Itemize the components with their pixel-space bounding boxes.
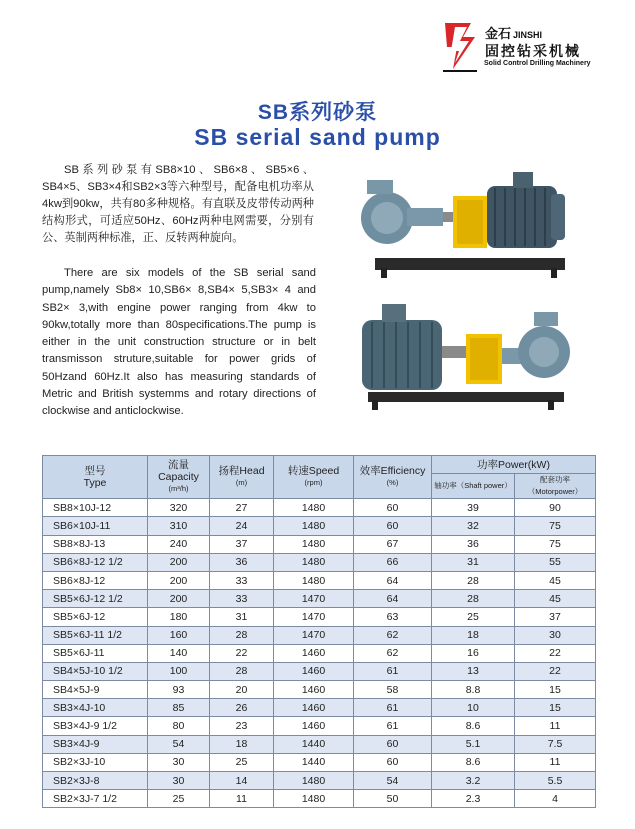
col-header-speed: 转速Speed (rpm) [274, 456, 354, 499]
cell-speed: 1440 [274, 735, 354, 753]
logo-english-name: JINSHI [513, 30, 543, 40]
cell-head: 33 [210, 590, 274, 608]
cell-shaft-power: 39 [432, 499, 515, 517]
cell-type: SB2×3J-8 [43, 772, 148, 790]
cell-capacity: 54 [148, 735, 210, 753]
cell-efficiency: 61 [354, 662, 432, 680]
cell-type: SB5×6J-11 1/2 [43, 626, 148, 644]
description-chinese: SB系列砂泵有SB8×10、SB6×8、SB5×6、SB4×5、SB3×4和SB2×3等六种型号，配备电机功率从4kw到90kw，共有80多种规格。有直联及皮带传动两种结构形式，可适应50Hz、60Hz两种电网需要，分别有公、英制两种标准，正、反转两种旋向。 [42, 164, 314, 244]
table-row [43, 772, 596, 790]
cell-motor-power: 11 [515, 717, 596, 735]
cell-head: 11 [210, 790, 274, 808]
company-logo [441, 17, 611, 79]
table-row [43, 644, 596, 662]
table-row [43, 553, 596, 571]
cell-shaft-power: 3.2 [432, 772, 515, 790]
cell-speed: 1480 [274, 790, 354, 808]
cell-type: SB2×3J-7 1/2 [43, 790, 148, 808]
col-header-shaft-power: 轴功率（Shaft power） [432, 474, 515, 499]
cell-type: SB8×8J-13 [43, 535, 148, 553]
cell-capacity: 200 [148, 590, 210, 608]
cell-shaft-power: 28 [432, 590, 515, 608]
cell-shaft-power: 32 [432, 517, 515, 535]
table-body [43, 499, 596, 808]
cell-type: SB6×8J-12 [43, 571, 148, 589]
cell-speed: 1480 [274, 517, 354, 535]
table-row [43, 517, 596, 535]
cell-capacity: 100 [148, 662, 210, 680]
cell-shaft-power: 5.1 [432, 735, 515, 753]
cell-motor-power: 45 [515, 571, 596, 589]
cell-type: SB3×4J-9 1/2 [43, 717, 148, 735]
cell-capacity: 240 [148, 535, 210, 553]
cell-efficiency: 63 [354, 608, 432, 626]
cell-type: SB6×8J-12 1/2 [43, 553, 148, 571]
cell-head: 28 [210, 662, 274, 680]
cell-motor-power: 55 [515, 553, 596, 571]
table-row [43, 662, 596, 680]
cell-head: 24 [210, 517, 274, 535]
cell-capacity: 140 [148, 644, 210, 662]
cell-capacity: 30 [148, 753, 210, 771]
col-header-type: 型号 Type [43, 456, 148, 499]
logo-english-subtitle: Solid Control Drilling Machinery [484, 60, 591, 67]
cell-shaft-power: 18 [432, 626, 515, 644]
cell-shaft-power: 13 [432, 662, 515, 680]
cell-efficiency: 60 [354, 517, 432, 535]
cell-shaft-power: 8.8 [432, 681, 515, 699]
cell-type: SB6×10J-11 [43, 517, 148, 535]
table-row [43, 499, 596, 517]
cell-shaft-power: 31 [432, 553, 515, 571]
cell-head: 14 [210, 772, 274, 790]
cell-motor-power: 90 [515, 499, 596, 517]
table-row [43, 535, 596, 553]
cell-motor-power: 15 [515, 699, 596, 717]
cell-head: 26 [210, 699, 274, 717]
logo-chinese-subtitle: 固控钻采机械 [485, 43, 581, 59]
cell-capacity: 310 [148, 517, 210, 535]
cell-efficiency: 50 [354, 790, 432, 808]
table-row [43, 753, 596, 771]
table-row [43, 681, 596, 699]
cell-shaft-power: 10 [432, 699, 515, 717]
pump-spec-table [42, 455, 595, 808]
cell-efficiency: 64 [354, 571, 432, 589]
cell-motor-power: 75 [515, 517, 596, 535]
cell-type: SB3×4J-9 [43, 735, 148, 753]
cell-head: 37 [210, 535, 274, 553]
cell-efficiency: 61 [354, 717, 432, 735]
cell-type: SB4×5J-10 1/2 [43, 662, 148, 680]
cell-type: SB5×6J-12 [43, 608, 148, 626]
cell-speed: 1460 [274, 662, 354, 680]
cell-motor-power: 15 [515, 681, 596, 699]
sand-pump-photo-belt [352, 296, 574, 412]
cell-speed: 1470 [274, 608, 354, 626]
cell-shaft-power: 25 [432, 608, 515, 626]
cell-capacity: 180 [148, 608, 210, 626]
cell-efficiency: 60 [354, 753, 432, 771]
cell-motor-power: 45 [515, 590, 596, 608]
cell-type: SB3×4J-10 [43, 699, 148, 717]
cell-type: SB8×10J-12 [43, 499, 148, 517]
cell-efficiency: 60 [354, 735, 432, 753]
cell-head: 27 [210, 499, 274, 517]
cell-speed: 1440 [274, 753, 354, 771]
cell-speed: 1460 [274, 644, 354, 662]
cell-speed: 1480 [274, 535, 354, 553]
cell-capacity: 30 [148, 772, 210, 790]
col-header-motor-power: 配套功率（Motorpower） [515, 474, 596, 499]
sand-pump-photo-direct [345, 160, 573, 280]
cell-motor-power: 30 [515, 626, 596, 644]
cell-shaft-power: 36 [432, 535, 515, 553]
cell-efficiency: 67 [354, 535, 432, 553]
cell-motor-power: 75 [515, 535, 596, 553]
cell-efficiency: 62 [354, 644, 432, 662]
table-header [43, 456, 596, 499]
cell-shaft-power: 8.6 [432, 753, 515, 771]
cell-capacity: 160 [148, 626, 210, 644]
cell-speed: 1470 [274, 590, 354, 608]
page-title-english: SB serial sand pump [194, 124, 441, 150]
cell-motor-power: 11 [515, 753, 596, 771]
cell-efficiency: 64 [354, 590, 432, 608]
cell-speed: 1480 [274, 772, 354, 790]
cell-capacity: 85 [148, 699, 210, 717]
cell-motor-power: 5.5 [515, 772, 596, 790]
cell-efficiency: 58 [354, 681, 432, 699]
cell-speed: 1480 [274, 571, 354, 589]
cell-capacity: 200 [148, 553, 210, 571]
table-row [43, 735, 596, 753]
cell-capacity: 25 [148, 790, 210, 808]
cell-motor-power: 7.5 [515, 735, 596, 753]
cell-head: 36 [210, 553, 274, 571]
cell-type: SB5×6J-11 [43, 644, 148, 662]
cell-capacity: 93 [148, 681, 210, 699]
cell-speed: 1460 [274, 717, 354, 735]
logo-chinese-name: 金石 JINSHI [485, 26, 543, 41]
cell-motor-power: 37 [515, 608, 596, 626]
col-header-efficiency: 效率Efficiency (%) [354, 456, 432, 499]
cell-type: SB2×3J-10 [43, 753, 148, 771]
cell-shaft-power: 16 [432, 644, 515, 662]
jinshi-logo-icon [441, 17, 481, 75]
table-row [43, 717, 596, 735]
cell-shaft-power: 28 [432, 571, 515, 589]
cell-head: 23 [210, 717, 274, 735]
table-row [43, 608, 596, 626]
cell-speed: 1460 [274, 681, 354, 699]
cell-capacity: 320 [148, 499, 210, 517]
table-row [43, 790, 596, 808]
spec-table [42, 455, 596, 808]
cell-capacity: 80 [148, 717, 210, 735]
cell-head: 33 [210, 571, 274, 589]
cell-motor-power: 4 [515, 790, 596, 808]
table-row [43, 626, 596, 644]
cell-speed: 1480 [274, 499, 354, 517]
cell-efficiency: 66 [354, 553, 432, 571]
col-header-power: 功率Power(kW) [432, 456, 596, 474]
cell-speed: 1480 [274, 553, 354, 571]
cell-efficiency: 61 [354, 699, 432, 717]
col-header-capacity: 流量Capacity (m³/h) [148, 456, 210, 499]
table-row [43, 571, 596, 589]
cell-capacity: 200 [148, 571, 210, 589]
cell-head: 25 [210, 753, 274, 771]
col-header-head: 扬程Head (m) [210, 456, 274, 499]
description-english: There are six models of the SB serial sand pump,namely Sb8× 10,SB6× 8,SB4× 5,SB3× 4 and SB2× 3,with engine power ranging from 4kw to 90kw,totally more than 80specifications.The pump is either in the unit construction structure or in belt transmisson struture,suitable for power grids of 50Hzand 60Hz.It also has measuring standards of Metric and British systemms and rotary directions of clockwise and anticlockwise. [42, 267, 316, 418]
cell-motor-power: 22 [515, 662, 596, 680]
cell-efficiency: 60 [354, 499, 432, 517]
cell-head: 22 [210, 644, 274, 662]
cell-speed: 1460 [274, 699, 354, 717]
cell-head: 18 [210, 735, 274, 753]
cell-motor-power: 22 [515, 644, 596, 662]
cell-efficiency: 62 [354, 626, 432, 644]
table-row [43, 590, 596, 608]
cell-type: SB5×6J-12 1/2 [43, 590, 148, 608]
cell-head: 28 [210, 626, 274, 644]
cell-shaft-power: 8.6 [432, 717, 515, 735]
cell-type: SB4×5J-9 [43, 681, 148, 699]
cell-efficiency: 54 [354, 772, 432, 790]
cell-shaft-power: 2.3 [432, 790, 515, 808]
cell-head: 31 [210, 608, 274, 626]
cell-head: 20 [210, 681, 274, 699]
cell-speed: 1470 [274, 626, 354, 644]
table-row [43, 699, 596, 717]
page-title-chinese: SB系列砂泵 [257, 101, 378, 124]
